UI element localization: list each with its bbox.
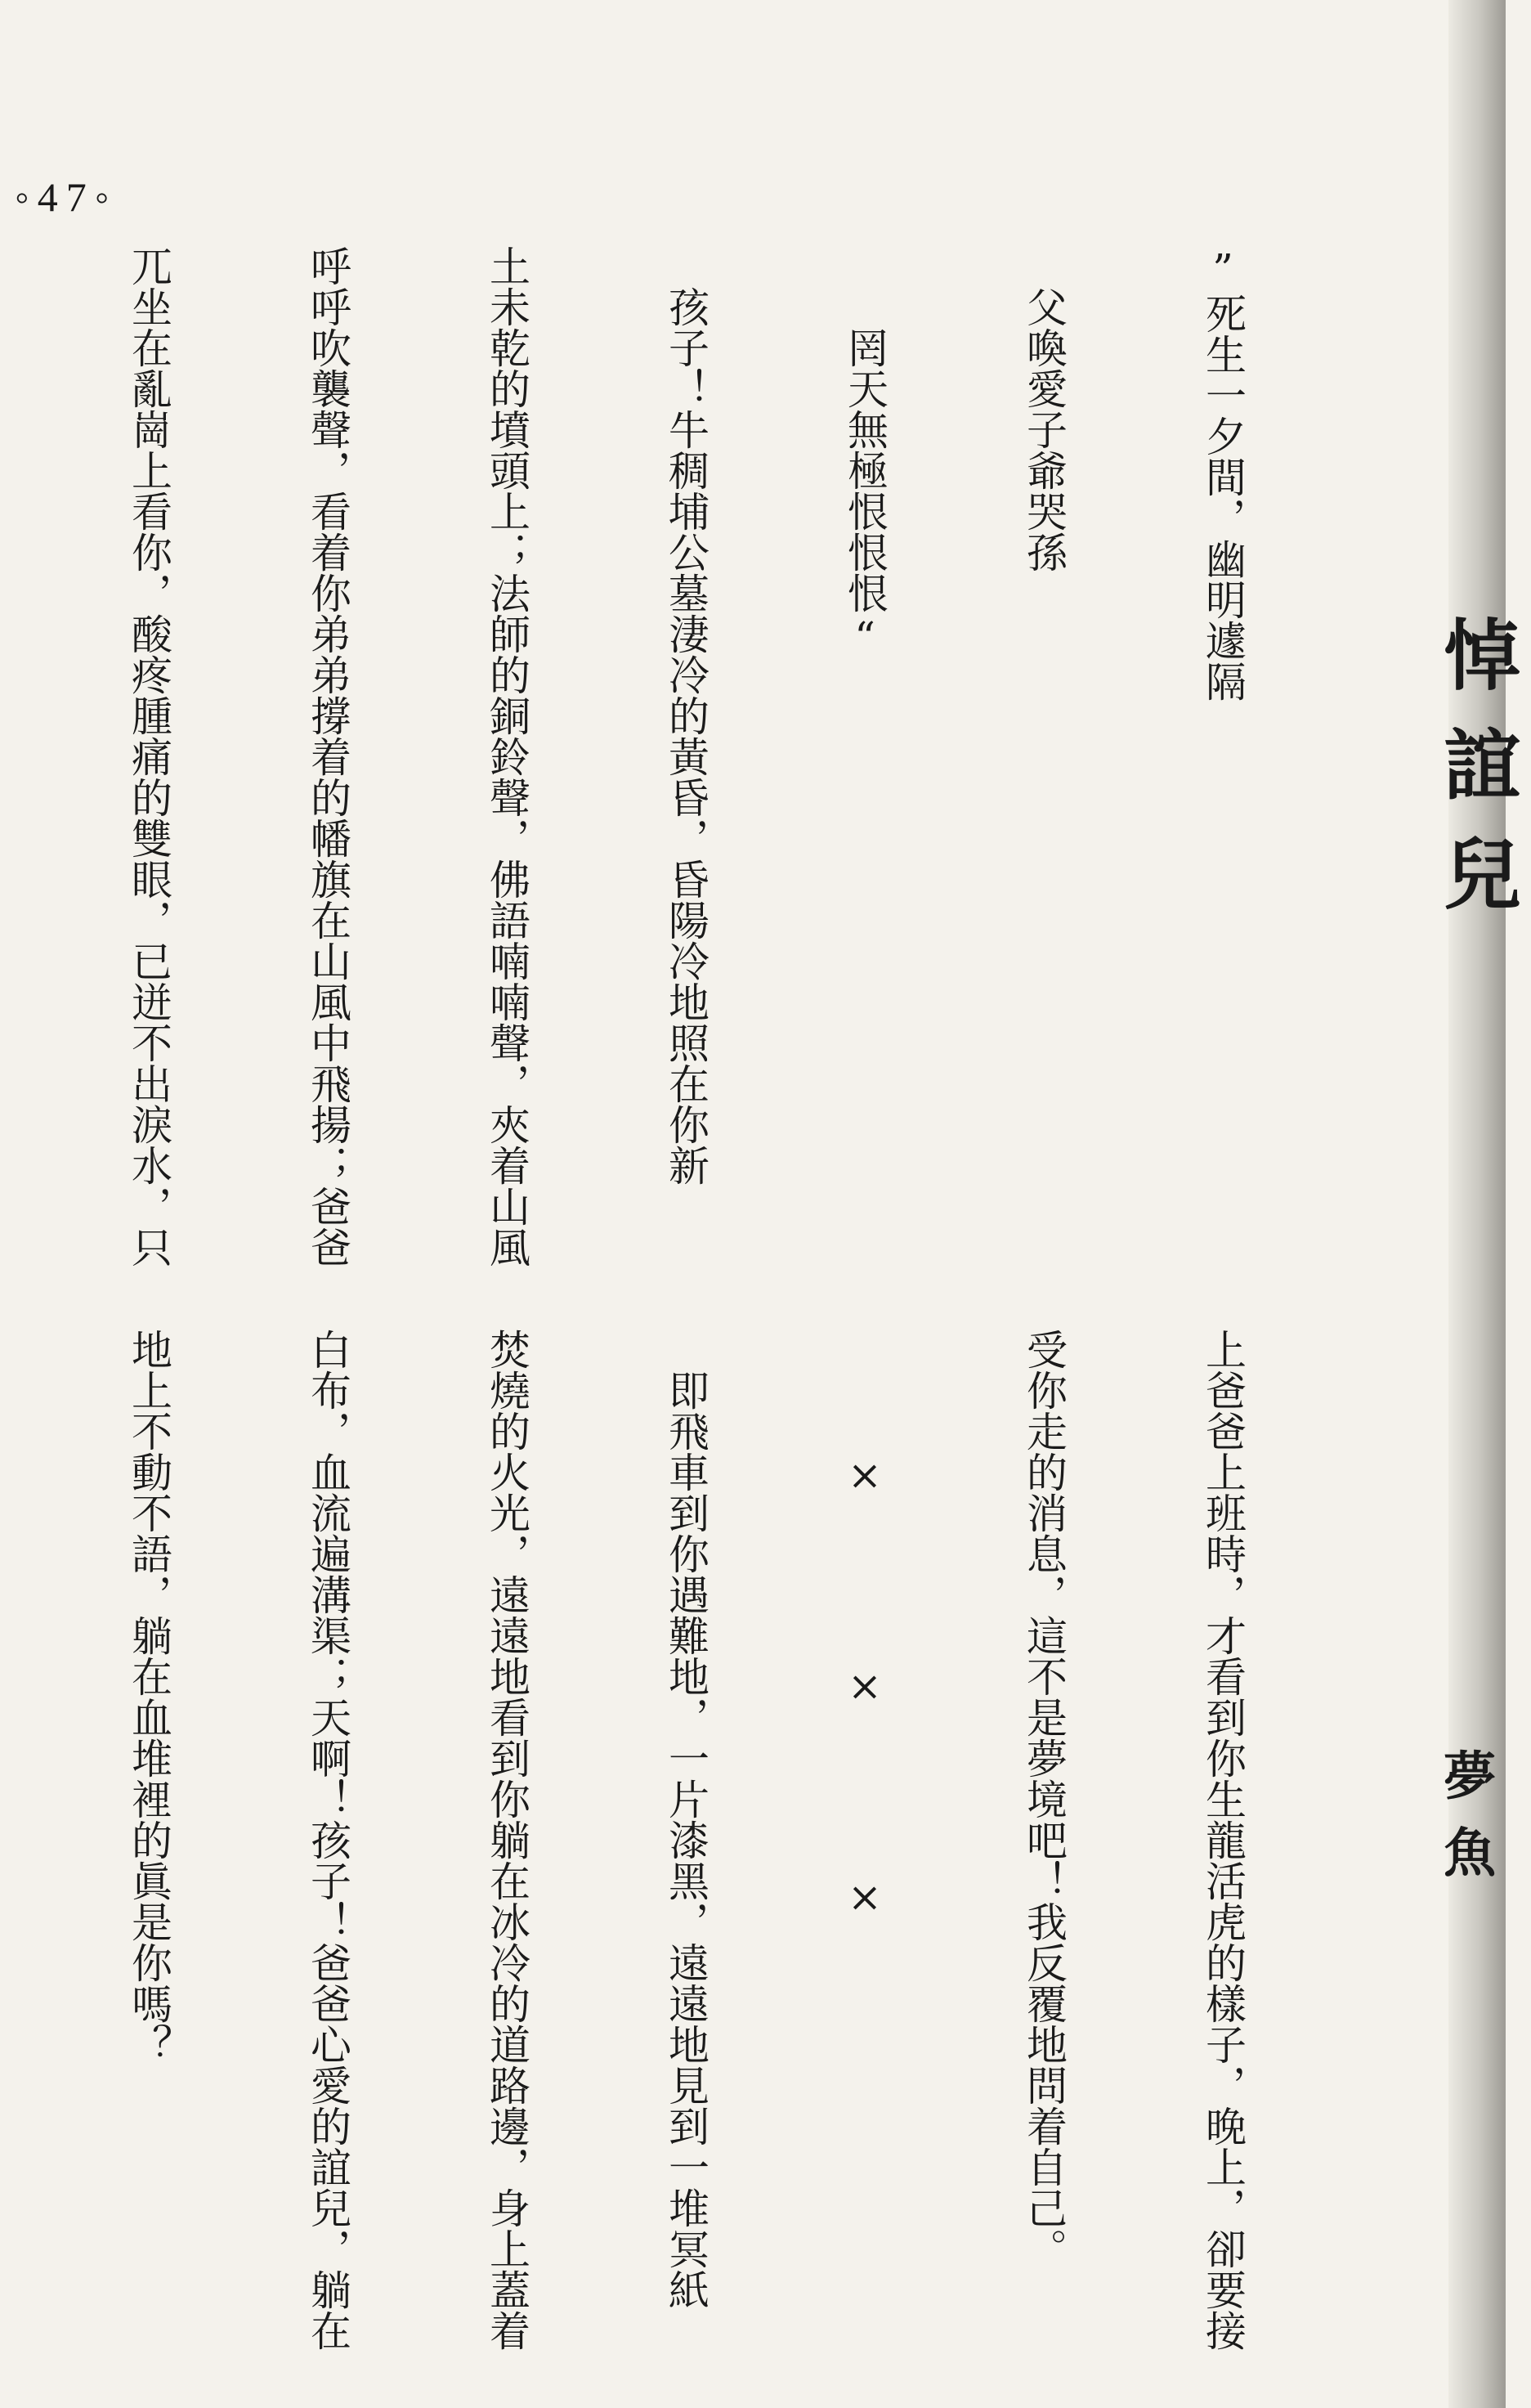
article-title: 悼誼兒 [1430, 615, 1520, 944]
text-column: 焚燒的火光，遠遠地看到你躺在冰冷的道路邊，身上蓋着 [483, 1329, 530, 2351]
section-separator: × × × [841, 1329, 889, 1921]
text-column: ”死生一夕間，幽明遽隔 [1199, 245, 1247, 702]
text-column: 白布，血流遍溝渠；天啊！孩子！爸爸心愛的誼兒，躺在 [304, 1329, 351, 2351]
text-column: 受你走的消息，這不是夢境吧！我反覆地問着自己。 [1020, 1329, 1068, 2269]
text-column: 罔天無極恨恨恨“ [841, 245, 889, 661]
lower-text-block [0, 1329, 1372, 2392]
text-column: 即飛車到你遇難地，一片漆黑，遠遠地見到一堆冥紙 [662, 1329, 710, 2310]
text-column: 父喚愛子爺哭孫 [1020, 245, 1068, 572]
page-number: ◦47◦ [15, 174, 118, 220]
upper-text-block [0, 245, 1372, 1345]
text-column: 地上不動不語，躺在血堆裡的眞是你嗎？ [125, 1329, 172, 2065]
text-column: 兀坐在亂崗上看你，酸疼腫痛的雙眼，已迸不出淚水，只 [125, 245, 172, 1267]
article-author: 夢魚 [1435, 1748, 1496, 1902]
text-column: 呼呼吹襲聲，看着你弟弟撐着的幡旗在山風中飛揚；爸爸 [304, 245, 351, 1267]
text-column: 土未乾的墳頭上；法師的銅鈴聲，佛語喃喃聲，夾着山風 [483, 245, 530, 1267]
text-column: 孩子！牛稠埔公墓淒冷的黃昏，昏陽冷地照在你新 [662, 245, 710, 1186]
page-edge-shadow [1448, 0, 1506, 2408]
text-column: 上爸爸上班時，才看到你生龍活虎的樣子，晚上，卻要接 [1199, 1329, 1247, 2351]
